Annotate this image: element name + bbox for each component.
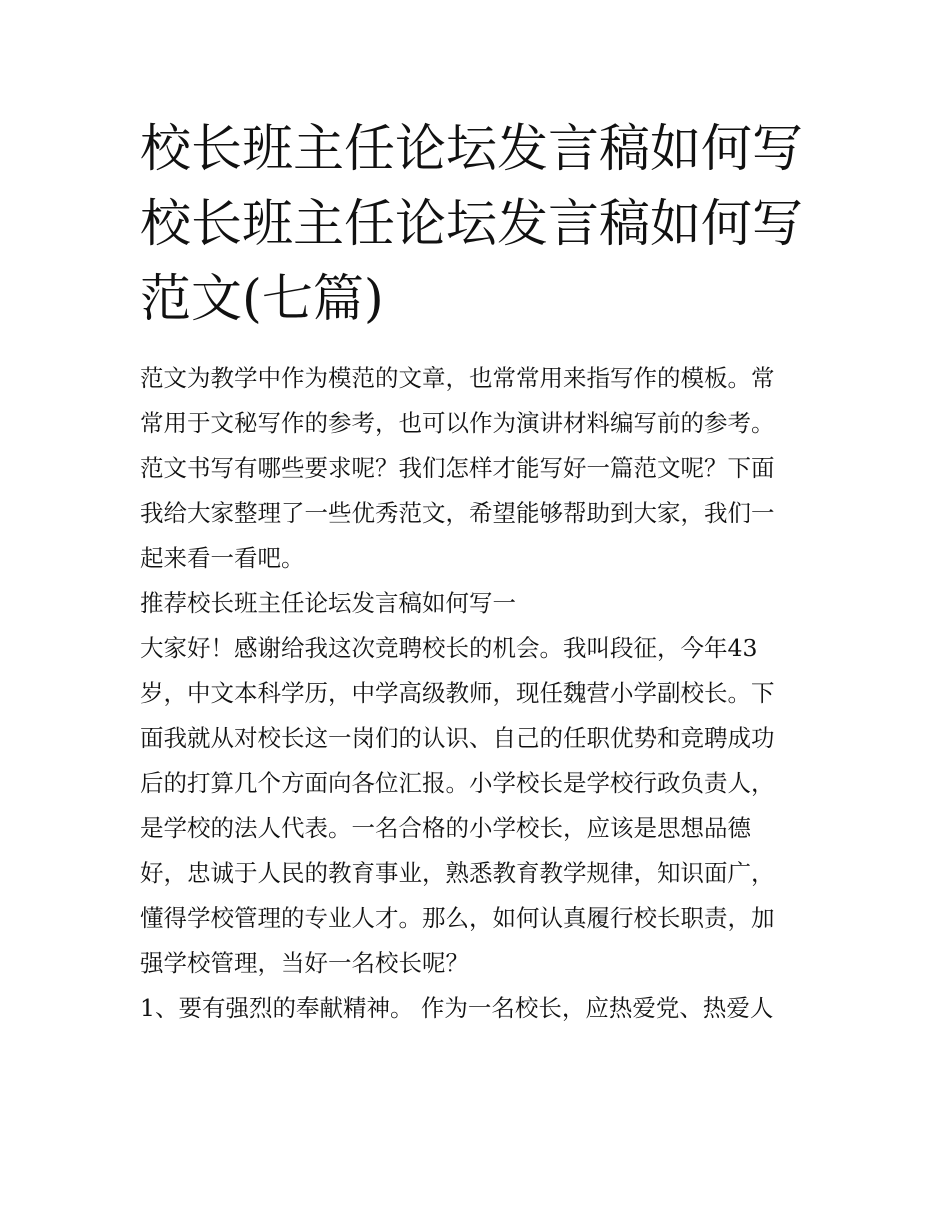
point-line: 1、要有强烈的奉献精神。 作为一名校长，应热爱党、热爱人	[140, 994, 774, 1022]
speech-line: 面我就从对校长这一岗们的认识、自己的任职优势和竞聘成功	[140, 724, 775, 752]
speech-line: 岁，中文本科学历，中学高级教师，现任魏营小学副校长。下	[140, 679, 775, 707]
speech-line: 懂得学校管理的专业人才。那么，如何认真履行校长职责，加	[140, 904, 775, 932]
document-title	[140, 112, 820, 337]
intro-line: 常用于文秘写作的参考，也可以作为演讲材料编写前的参考。	[140, 409, 775, 437]
document-body	[140, 356, 820, 1031]
intro-line: 范文书写有哪些要求呢？我们怎样才能写好一篇范文呢？下面	[140, 454, 775, 482]
section-heading: 推荐校长班主任论坛发言稿如何写一	[140, 589, 516, 617]
speech-line: 好，忠诚于人民的教育事业，熟悉教育教学规律，知识面广，	[140, 859, 775, 887]
speech-line: 后的打算几个方面向各位汇报。小学校长是学校行政负责人，	[140, 769, 775, 797]
speech-line: 是学校的法人代表。一名合格的小学校长，应该是思想品德	[140, 814, 751, 842]
speech-line: 大家好！感谢给我这次竞聘校长的机会。我叫段征，今年43	[140, 634, 758, 662]
speech-line: 强学校管理，当好一名校长呢？	[140, 949, 469, 977]
intro-line: 范文为教学中作为模范的文章，也常常用来指写作的模板。常	[140, 364, 775, 392]
intro-line: 我给大家整理了一些优秀范文，希望能够帮助到大家，我们一	[140, 499, 775, 527]
title-line: 范文(七篇)	[140, 270, 384, 329]
title-line: 校长班主任论坛发言稿如何写	[140, 120, 804, 179]
title-line: 校长班主任论坛发言稿如何写	[140, 195, 804, 254]
intro-line: 起来看一看吧。	[140, 544, 305, 572]
